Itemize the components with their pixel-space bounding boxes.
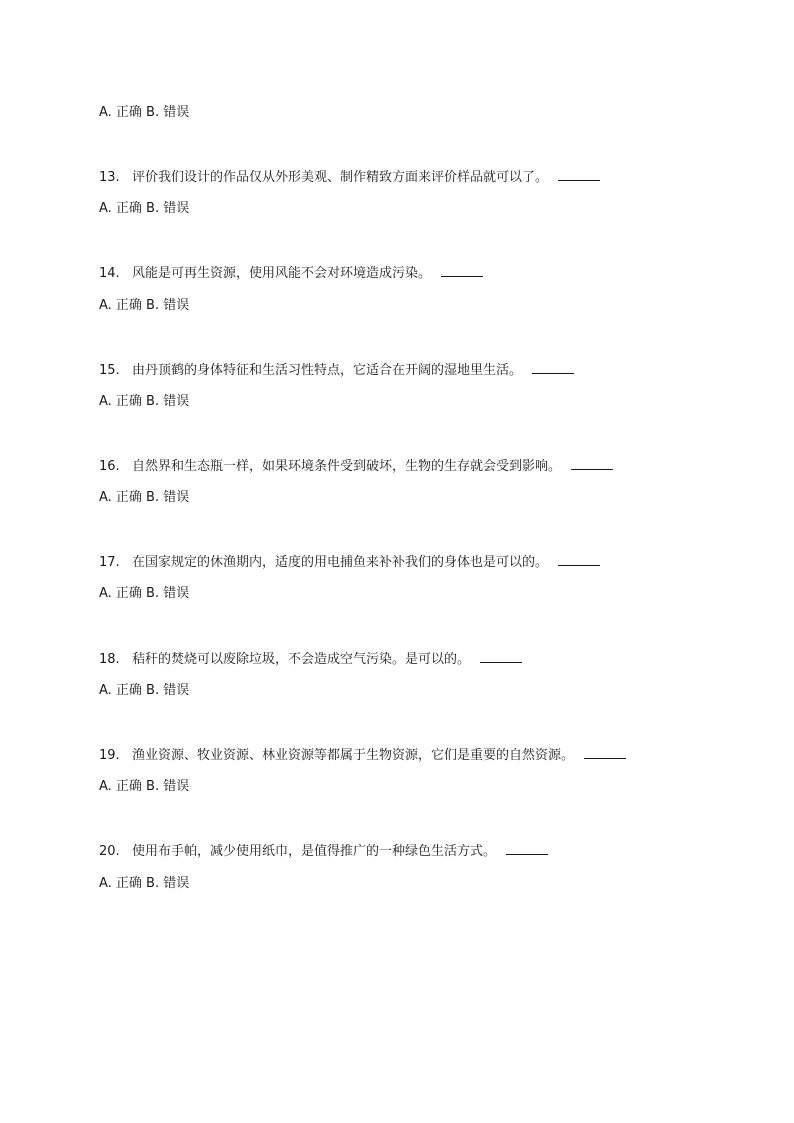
question-15 <box>99 361 574 380</box>
question-18 <box>99 650 522 669</box>
question-number: 16. <box>99 459 120 474</box>
answer-blank[interactable] <box>571 457 613 470</box>
options-line-12: A. 正确 B. 错误 <box>99 105 190 120</box>
question-text: 秸秆的焚烧可以废除垃圾，不会造成空气污染。是可以的。 <box>132 652 471 667</box>
question-text: 由丹顶鹤的身体特征和生活习性特点，它适合在开阔的湿地里生活。 <box>132 363 523 378</box>
answer-blank[interactable] <box>480 650 522 663</box>
options-line-18: A. 正确 B. 错误 <box>99 683 190 698</box>
question-20 <box>99 842 548 861</box>
options-line-14: A. 正确 B. 错误 <box>99 298 190 313</box>
question-text: 渔业资源、牧业资源、林业资源等都属于生物资源，它们是重要的自然资源。 <box>132 748 575 763</box>
options-line-13: A. 正确 B. 错误 <box>99 201 190 216</box>
question-number: 17. <box>99 555 120 570</box>
question-17 <box>99 553 600 572</box>
question-text: 使用布手帕，减少使用纸巾，是值得推广的一种绿色生活方式。 <box>132 844 497 859</box>
question-number: 15. <box>99 363 120 378</box>
answer-blank[interactable] <box>584 746 626 759</box>
answer-blank[interactable] <box>506 842 548 855</box>
question-text: 风能是可再生资源，使用风能不会对环境造成污染。 <box>132 266 432 281</box>
answer-blank[interactable] <box>532 361 574 374</box>
options-line-20: A. 正确 B. 错误 <box>99 876 190 891</box>
question-number: 19. <box>99 748 120 763</box>
question-19 <box>99 746 626 765</box>
options-line-16: A. 正确 B. 错误 <box>99 490 190 505</box>
question-13 <box>99 168 600 187</box>
options-line-19: A. 正确 B. 错误 <box>99 779 190 794</box>
answer-blank[interactable] <box>441 264 483 277</box>
question-text: 评价我们设计的作品仅从外形美观、制作精致方面来评价样品就可以了。 <box>132 170 549 185</box>
question-14 <box>99 264 483 283</box>
question-text: 在国家规定的休渔期内，适度的用电捕鱼来补补我们的身体也是可以的。 <box>132 555 549 570</box>
answer-blank[interactable] <box>558 553 600 566</box>
answer-blank[interactable] <box>558 168 600 181</box>
options-line-17: A. 正确 B. 错误 <box>99 586 190 601</box>
question-number: 13. <box>99 170 120 185</box>
question-text: 自然界和生态瓶一样，如果环境条件受到破坏，生物的生存就会受到影响。 <box>132 459 562 474</box>
question-number: 14. <box>99 266 120 281</box>
question-16 <box>99 457 613 476</box>
question-number: 18. <box>99 652 120 667</box>
options-line-15: A. 正确 B. 错误 <box>99 394 190 409</box>
question-number: 20. <box>99 844 120 859</box>
